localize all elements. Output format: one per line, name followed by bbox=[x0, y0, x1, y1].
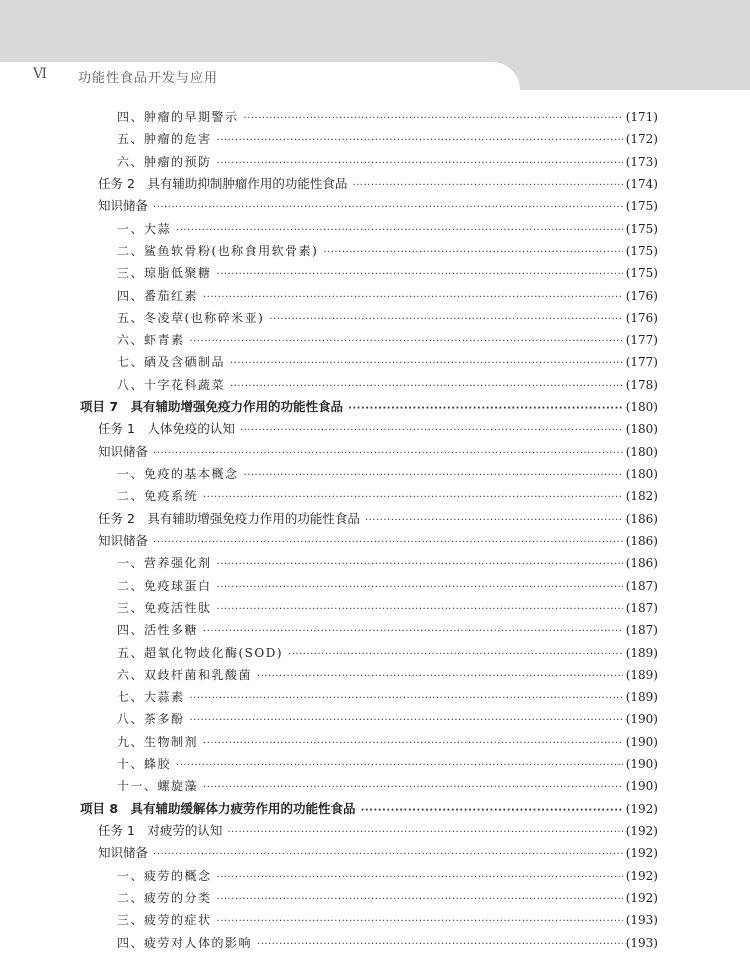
toc-entry-title: 任务 2 具有辅助增强免疫力作用的功能性食品 bbox=[98, 510, 360, 526]
toc-entry-page: (180) bbox=[625, 422, 658, 437]
toc-entry-page: (192) bbox=[625, 801, 658, 816]
toc-entry-page: (189) bbox=[625, 667, 658, 682]
dot-leader bbox=[203, 777, 623, 799]
dot-leader bbox=[203, 287, 623, 309]
toc-row-item[interactable] bbox=[80, 128, 658, 150]
toc-entry-title: 一、大蒜 bbox=[117, 221, 172, 236]
dot-leader bbox=[230, 353, 623, 375]
dot-leader bbox=[257, 666, 623, 688]
toc-entry-page: (177) bbox=[625, 333, 658, 348]
toc-entry-title: 三、琼脂低聚糖 bbox=[117, 266, 212, 281]
toc-row-item[interactable] bbox=[80, 731, 658, 753]
dot-leader bbox=[153, 197, 623, 219]
toc-row-item[interactable] bbox=[80, 775, 658, 797]
dot-leader bbox=[269, 309, 622, 331]
dot-leader bbox=[153, 443, 623, 465]
toc-entry-title: 五、肿瘤的危害 bbox=[117, 132, 212, 147]
dot-leader bbox=[361, 800, 623, 822]
toc-entry-page: (172) bbox=[625, 132, 658, 147]
toc-entry-page: (193) bbox=[625, 935, 658, 950]
dot-leader bbox=[153, 532, 623, 554]
toc-entry-page: (190) bbox=[625, 779, 658, 794]
dot-leader bbox=[203, 487, 623, 509]
toc-entry-page: (189) bbox=[625, 645, 658, 660]
dot-leader bbox=[240, 420, 623, 442]
toc-row-item[interactable] bbox=[80, 262, 658, 284]
toc-entry-title: 六、虾青素 bbox=[117, 333, 185, 348]
toc-row-item[interactable] bbox=[80, 909, 658, 931]
toc-row-item[interactable] bbox=[80, 619, 658, 641]
toc-entry-page: (187) bbox=[625, 600, 658, 615]
toc-entry-page: (192) bbox=[625, 846, 658, 861]
toc-entry-title: 任务 1 对疲劳的认知 bbox=[98, 823, 223, 838]
dot-leader bbox=[176, 755, 623, 777]
toc-entry-title: 六、肿瘤的预防 bbox=[117, 154, 212, 169]
toc-entry-page: (176) bbox=[625, 310, 658, 325]
toc-entry-title: 六、双歧杆菌和乳酸菌 bbox=[117, 667, 253, 682]
toc-entry-page: (186) bbox=[625, 511, 658, 526]
toc-entry-title: 八、茶多酚 bbox=[117, 712, 185, 727]
toc-entry-page: (186) bbox=[625, 533, 658, 548]
toc-entry-page: (171) bbox=[625, 110, 658, 124]
toc-row-item[interactable] bbox=[80, 597, 658, 619]
toc-entry-title: 知识储备 bbox=[98, 845, 149, 861]
toc-entry-title: 任务 1 人体免疫的认知 bbox=[98, 421, 235, 437]
toc-row-knowledge[interactable] bbox=[80, 441, 658, 463]
toc-entry-title: 项目 8 具有辅助缓解体力疲劳作用的功能性食品 bbox=[80, 800, 356, 816]
dot-leader bbox=[230, 376, 623, 398]
toc-row-item[interactable] bbox=[80, 374, 658, 396]
toc-entry-title: 知识储备 bbox=[98, 532, 149, 548]
toc-entry-page: (175) bbox=[625, 266, 658, 281]
toc-row-item[interactable] bbox=[80, 151, 658, 173]
toc-row-item[interactable] bbox=[80, 285, 658, 307]
book-title: 功能性食品开发与应用 bbox=[78, 71, 219, 86]
toc-entry-title: 四、活性多糖 bbox=[117, 623, 199, 638]
dot-leader bbox=[176, 220, 623, 242]
toc-entry-title: 二、免疫系统 bbox=[117, 489, 199, 504]
toc-entry-title: 一、免疫的基本概念 bbox=[117, 467, 239, 481]
dot-leader bbox=[352, 175, 622, 197]
toc-entry-title: 项目 7 具有辅助增强免疫力作用的功能性食品 bbox=[80, 399, 344, 415]
toc-entry-title: 四、番茄红素 bbox=[117, 288, 199, 303]
dot-leader bbox=[190, 688, 623, 710]
toc-entry-page: (187) bbox=[625, 623, 658, 638]
toc-entry-title: 二、免疫球蛋白 bbox=[117, 578, 212, 593]
toc-row-item[interactable] bbox=[80, 463, 658, 485]
toc-row-knowledge[interactable] bbox=[80, 195, 658, 217]
dot-leader bbox=[257, 934, 623, 956]
toc-entry-page: (190) bbox=[625, 734, 658, 749]
dot-leader bbox=[153, 844, 623, 866]
dot-leader bbox=[244, 108, 623, 130]
toc-entry-title: 十、蜂胶 bbox=[117, 757, 172, 772]
toc-row-item[interactable] bbox=[80, 485, 658, 507]
toc-entry-title: 二、疲劳的分类 bbox=[117, 890, 212, 905]
toc-entry-page: (180) bbox=[625, 444, 658, 459]
toc-entry-title: 七、大蒜素 bbox=[117, 690, 185, 705]
toc-entry-title: 一、疲劳的概念 bbox=[117, 868, 212, 883]
toc-entry-title: 任务 2 具有辅助抑制肿瘤作用的功能性食品 bbox=[98, 175, 348, 191]
toc-entry-page: (175) bbox=[625, 243, 658, 258]
toc-entry-page: (192) bbox=[625, 868, 658, 883]
toc-entry-title: 三、免疫活性肽 bbox=[117, 600, 212, 615]
toc-entry-page: (190) bbox=[625, 757, 658, 772]
toc-entry-page: (192) bbox=[625, 890, 658, 905]
toc-row-item[interactable] bbox=[80, 329, 658, 351]
toc-entry-page: (175) bbox=[625, 199, 658, 214]
dot-leader bbox=[217, 577, 623, 599]
dot-leader bbox=[203, 733, 623, 755]
toc-entry-title: 十一、螺旋藻 bbox=[117, 779, 199, 794]
dot-leader bbox=[217, 599, 623, 621]
toc-entry-page: (192) bbox=[625, 824, 658, 838]
toc-entry-title: 八、十字花科蔬菜 bbox=[117, 377, 226, 392]
toc-entry-title: 三、疲劳的症状 bbox=[117, 913, 212, 928]
toc-entry-title: 四、疲劳对人体的影响 bbox=[117, 935, 253, 950]
dot-leader bbox=[217, 867, 623, 889]
toc-entry-page: (187) bbox=[625, 578, 658, 593]
toc-row-knowledge[interactable] bbox=[80, 842, 658, 864]
toc-entry-page: (189) bbox=[625, 690, 658, 705]
dot-leader bbox=[217, 554, 623, 576]
toc-row-item[interactable] bbox=[80, 642, 658, 664]
toc-entry-title: 知识储备 bbox=[98, 198, 149, 214]
toc-row-item[interactable] bbox=[80, 932, 658, 954]
dot-leader bbox=[217, 889, 623, 911]
toc-row-project[interactable] bbox=[80, 396, 658, 418]
toc-row-project[interactable] bbox=[80, 798, 658, 820]
dot-leader bbox=[217, 130, 623, 152]
toc-row-item[interactable] bbox=[80, 865, 658, 887]
toc-entry-page: (193) bbox=[625, 913, 658, 928]
toc-entry-title: 七、硒及含硒制品 bbox=[117, 355, 226, 370]
toc-entry-page: (178) bbox=[625, 377, 658, 392]
toc-entry-title: 九、生物制剂 bbox=[117, 734, 199, 749]
toc-row-item[interactable] bbox=[80, 664, 658, 686]
toc-row-task[interactable] bbox=[80, 173, 658, 195]
dot-leader bbox=[190, 710, 623, 732]
toc-entry-title: 二、鲨鱼软骨粉(也称食用软骨素) bbox=[117, 243, 319, 258]
toc-entry-title: 四、肿瘤的早期警示 bbox=[117, 110, 239, 124]
dot-leader bbox=[203, 621, 623, 643]
toc-entry-page: (180) bbox=[625, 400, 658, 415]
toc-row-knowledge[interactable] bbox=[80, 530, 658, 552]
dot-leader bbox=[217, 911, 623, 933]
toc-row-item[interactable] bbox=[80, 887, 658, 909]
dot-leader bbox=[348, 398, 623, 420]
toc-row-item[interactable] bbox=[80, 708, 658, 730]
table-of-contents bbox=[80, 106, 658, 954]
toc-row-task[interactable] bbox=[80, 418, 658, 440]
page-number-roman: Ⅵ bbox=[33, 66, 47, 82]
toc-entry-title: 一、营养强化剂 bbox=[117, 556, 212, 571]
toc-entry-page: (182) bbox=[625, 489, 658, 504]
toc-entry-page: (174) bbox=[625, 176, 658, 191]
dot-leader bbox=[217, 264, 623, 286]
toc-row-item[interactable] bbox=[80, 218, 658, 240]
toc-entry-title: 知识储备 bbox=[98, 443, 149, 459]
toc-row-item[interactable] bbox=[80, 753, 658, 775]
toc-entry-title: 五、超氧化物歧化酶(SOD) bbox=[117, 645, 284, 660]
toc-entry-page: (175) bbox=[625, 221, 658, 236]
dot-leader bbox=[244, 465, 623, 487]
dot-leader bbox=[227, 822, 622, 844]
dot-leader bbox=[288, 644, 623, 666]
toc-entry-page: (176) bbox=[625, 288, 658, 303]
toc-entry-title: 五、冬凌草(也称碎米亚) bbox=[117, 310, 265, 325]
dot-leader bbox=[217, 153, 623, 175]
toc-row-item[interactable] bbox=[80, 240, 658, 262]
toc-entry-page: (180) bbox=[625, 467, 658, 481]
toc-row-item[interactable] bbox=[80, 686, 658, 708]
dot-leader bbox=[190, 331, 623, 353]
toc-entry-page: (177) bbox=[625, 355, 658, 370]
toc-entry-page: (186) bbox=[625, 556, 658, 571]
toc-row-item[interactable] bbox=[80, 552, 658, 574]
dot-leader bbox=[365, 510, 623, 532]
toc-row-item[interactable] bbox=[80, 351, 658, 373]
toc-row-task[interactable] bbox=[80, 820, 658, 842]
toc-entry-page: (190) bbox=[625, 712, 658, 727]
toc-row-item[interactable] bbox=[80, 307, 658, 329]
dot-leader bbox=[323, 242, 622, 264]
toc-entry-page: (173) bbox=[625, 154, 658, 169]
toc-row-item[interactable] bbox=[80, 575, 658, 597]
toc-row-item[interactable] bbox=[80, 106, 658, 128]
toc-row-task[interactable] bbox=[80, 508, 658, 530]
